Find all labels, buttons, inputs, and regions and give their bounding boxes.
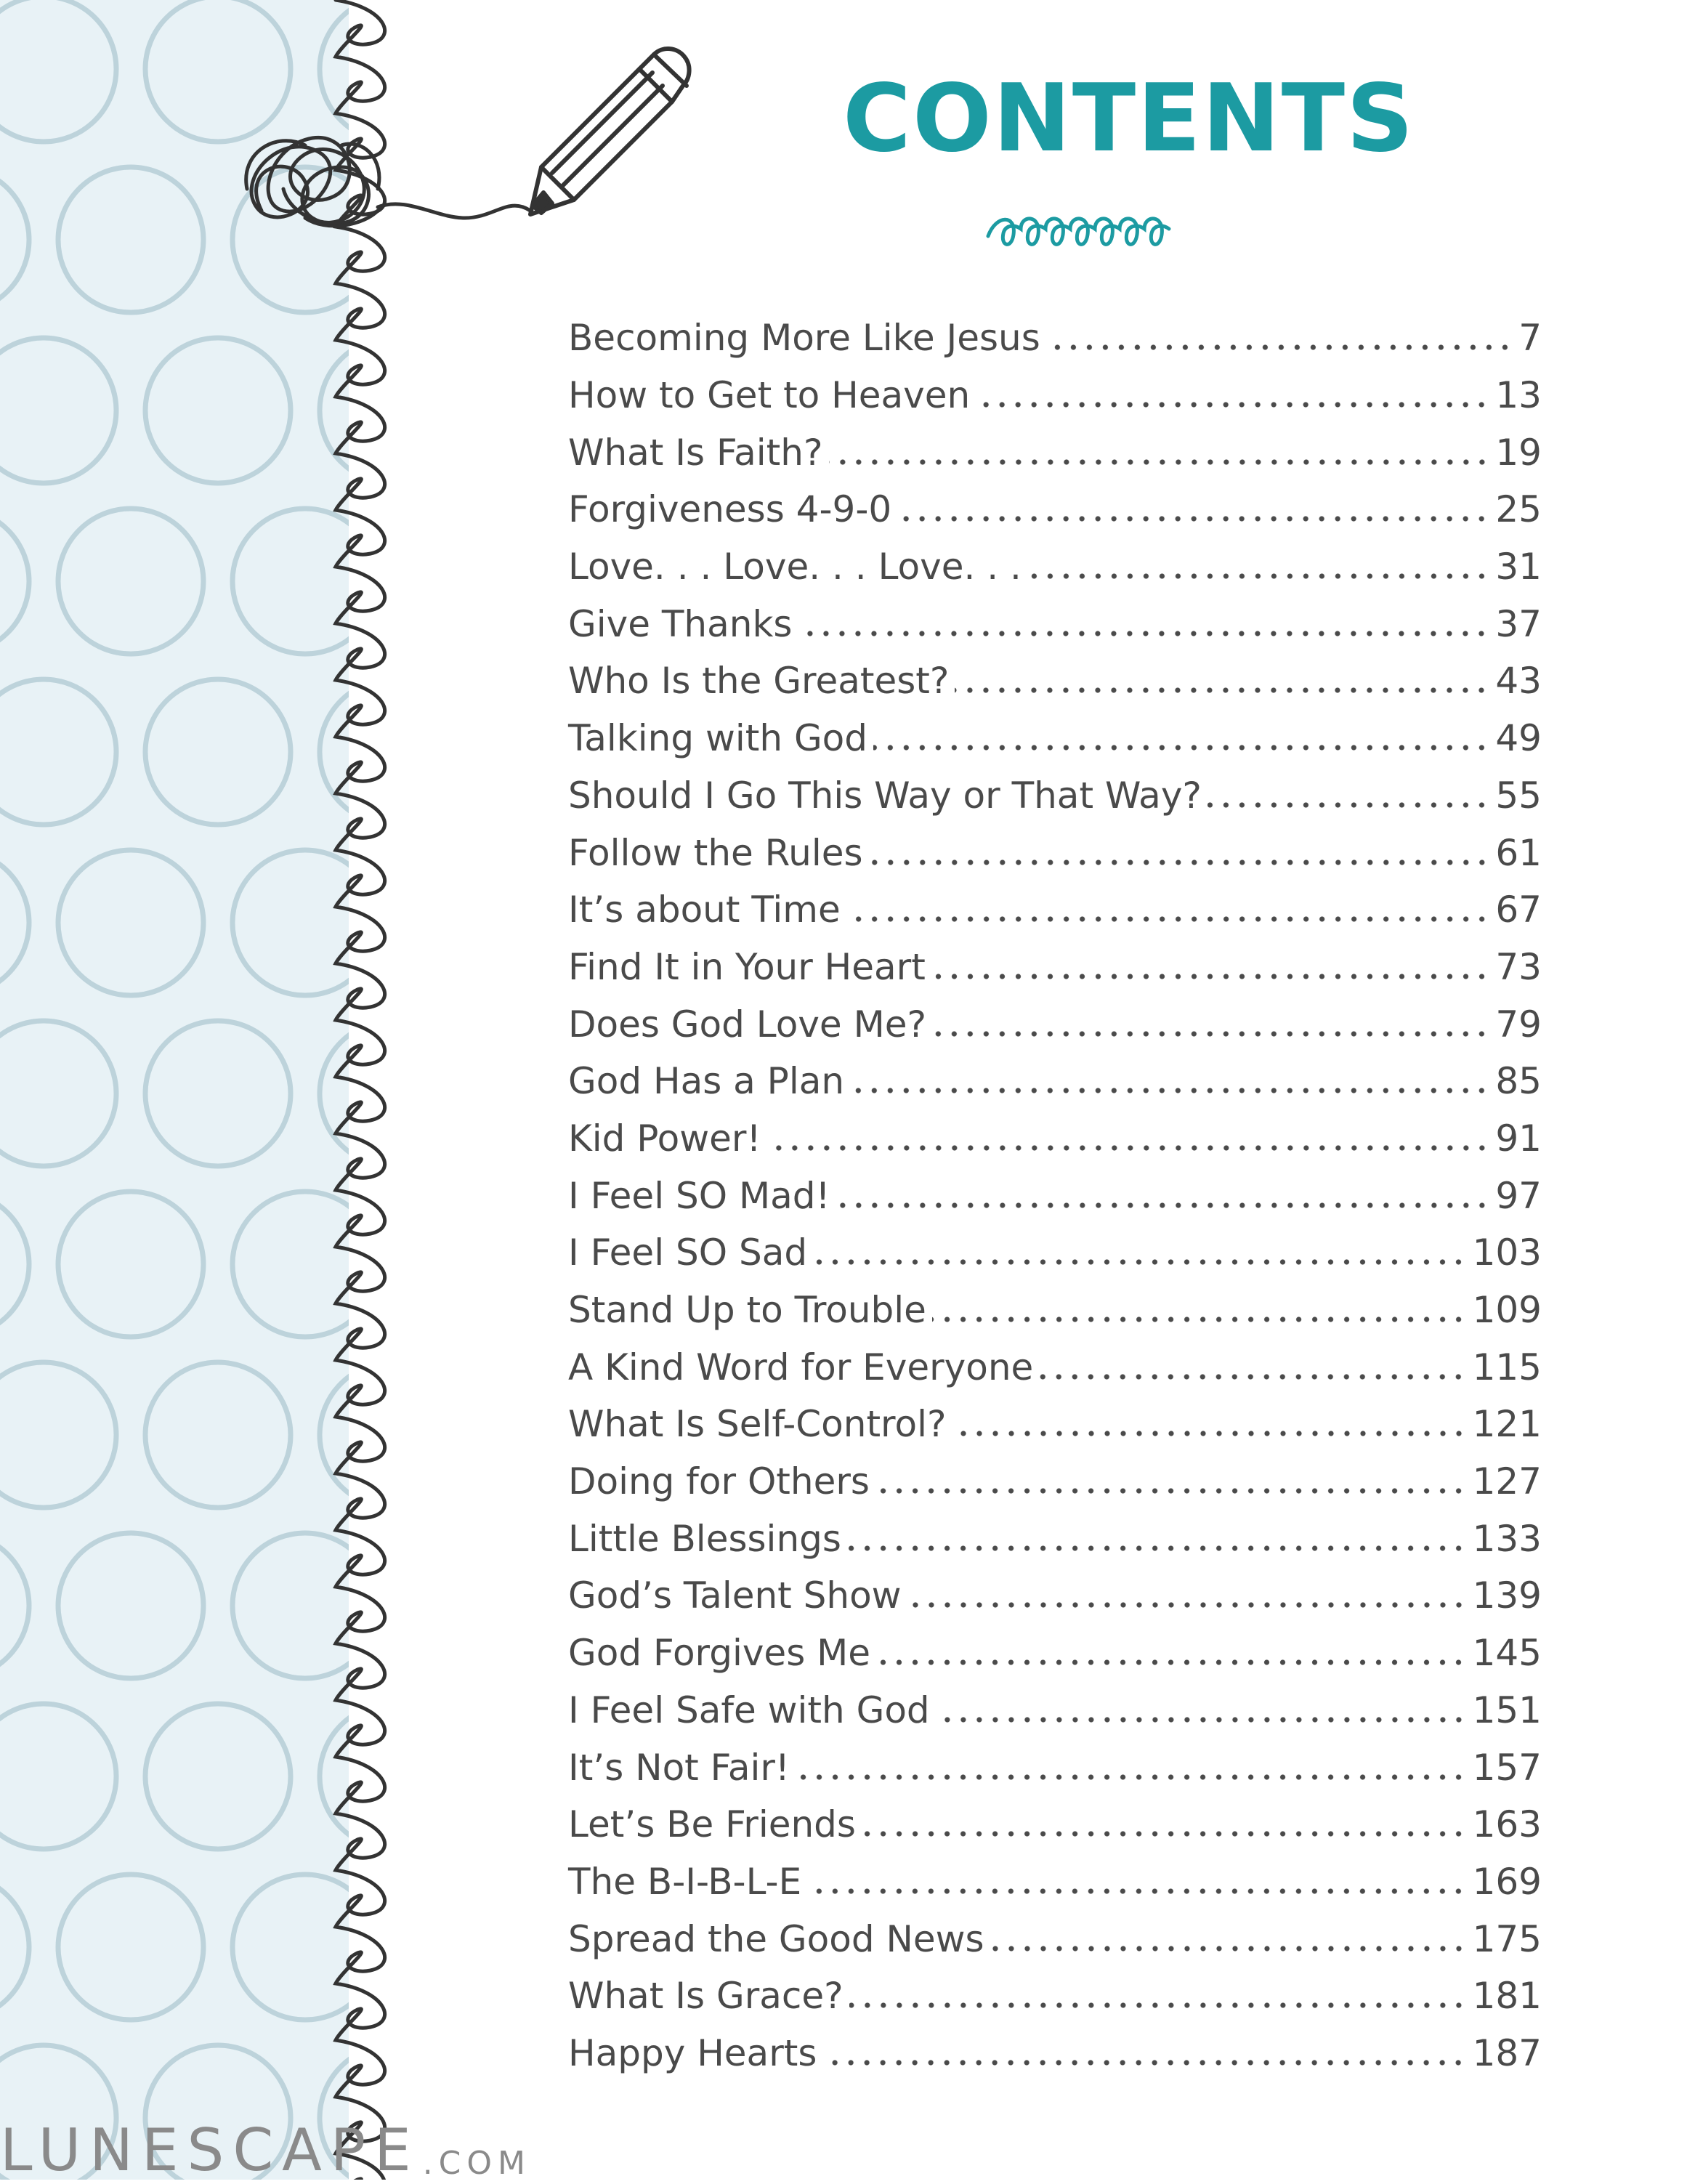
- dot-leader: [1027, 545, 1489, 589]
- toc-entry: [568, 995, 1542, 1053]
- toc-entry-page: 181: [1472, 1975, 1542, 2018]
- toc-entry-title: Follow the Rules: [568, 831, 863, 874]
- toc-entry-title: Happy Hearts: [568, 2031, 817, 2074]
- toc-entry-title: God Forgives Me: [568, 1632, 871, 1675]
- toc-entry-page: 175: [1472, 1917, 1542, 1960]
- toc-entry: [568, 939, 1542, 996]
- toc-entry-title: Talking with God: [568, 717, 868, 760]
- toc-entry: [568, 1396, 1542, 1453]
- toc-entry-title: I Feel SO Mad!: [568, 1174, 830, 1217]
- toc-entry-title: What Is Grace?: [568, 1975, 844, 2018]
- dot-leader: [952, 1402, 1467, 1446]
- toc-entry-page: 73: [1495, 945, 1542, 988]
- toc-entry-page: 187: [1472, 2031, 1542, 2074]
- toc-entry-page: 31: [1495, 546, 1542, 589]
- dot-leader: [931, 945, 1490, 989]
- toc-entry: [568, 710, 1542, 767]
- toc-entry-page: 7: [1518, 317, 1542, 360]
- scribble-knot: [246, 137, 379, 226]
- toc-entry-page: 79: [1495, 1003, 1542, 1046]
- toc-entry-title: Let’s Be Friends: [568, 1803, 856, 1846]
- toc-entry-title: How to Get to Heaven: [568, 374, 971, 417]
- toc-entry-page: 109: [1472, 1289, 1542, 1332]
- toc-entry-title: What Is Self-Control?: [568, 1403, 947, 1446]
- toc-entry: [568, 1910, 1542, 1967]
- dot-leader: [849, 1974, 1467, 2018]
- toc-entry: [568, 881, 1542, 939]
- toc-entry: [568, 1053, 1542, 1110]
- toc-entry-page: 103: [1472, 1231, 1542, 1274]
- toc-entry: [568, 2025, 1542, 2082]
- toc-entry-title: The B-I-B-L-E: [568, 1860, 802, 1903]
- toc-entry-title: What Is Faith?: [568, 431, 823, 474]
- toc-entry: [568, 1338, 1542, 1396]
- toc-entry: [568, 1510, 1542, 1567]
- dot-leader: [767, 1117, 1490, 1160]
- toc-entry: [568, 1967, 1542, 2025]
- toc-entry-title: Who Is the Greatest?: [568, 660, 950, 703]
- toc-entry-title: Does God Love Me?: [568, 1003, 927, 1046]
- toc-entry: [568, 310, 1542, 367]
- dot-leader: [875, 1460, 1467, 1503]
- watermark-domain: .COM: [422, 2145, 531, 2182]
- dot-leader: [847, 1517, 1467, 1561]
- toc-entry-title: A Kind Word for Everyone: [568, 1346, 1034, 1388]
- toc-entry-title: It’s about Time: [568, 889, 841, 931]
- toc-entry-title: I Feel Safe with God: [568, 1688, 930, 1731]
- toc-entry: [568, 1739, 1542, 1796]
- toc-entry-page: 67: [1495, 889, 1542, 931]
- dot-leader: [932, 1003, 1489, 1046]
- dot-leader: [897, 488, 1489, 531]
- toc-entry: [568, 1853, 1542, 1911]
- toc-entry-title: Stand Up to Trouble: [568, 1289, 926, 1332]
- toc-entry: [568, 652, 1542, 710]
- dot-leader: [932, 1288, 1467, 1332]
- toc-entry-page: 133: [1472, 1517, 1542, 1560]
- spiral-binding: [0, 0, 450, 2184]
- toc-entry-title: Should I Go This Way or That Way?: [568, 774, 1202, 817]
- dot-leader: [869, 831, 1490, 875]
- dot-leader: [1207, 774, 1489, 817]
- toc-entry: [568, 1453, 1542, 1510]
- toc-entry-page: 13: [1495, 374, 1542, 417]
- toc-entry-title: Doing for Others: [568, 1460, 870, 1503]
- toc-entry-title: Becoming More Like Jesus: [568, 317, 1040, 360]
- toc-entry-title: Give Thanks: [568, 602, 793, 645]
- toc-entry: [568, 767, 1542, 825]
- pencil-trail: [378, 204, 530, 218]
- toc-entry-title: Forgiveness 4-9-0: [568, 488, 892, 531]
- toc-entry: [568, 367, 1542, 424]
- toc-entry: [568, 595, 1542, 652]
- spiral-coil: [336, 0, 385, 2180]
- toc-entry-title: Little Blessings: [568, 1517, 841, 1560]
- toc-entry-title: I Feel SO Sad: [568, 1231, 808, 1274]
- dot-leader: [1046, 316, 1513, 360]
- dot-leader: [876, 1631, 1467, 1675]
- toc-entry-page: 97: [1495, 1174, 1542, 1217]
- toc-entry-page: 145: [1472, 1632, 1542, 1675]
- toc-entry-page: 163: [1472, 1803, 1542, 1846]
- watermark-brand: LUNESCAPE: [0, 2116, 420, 2184]
- toc-entry-page: 25: [1495, 488, 1542, 531]
- dot-leader: [873, 716, 1489, 760]
- toc-entry-page: 157: [1472, 1746, 1542, 1789]
- dot-leader: [1039, 1346, 1466, 1389]
- toc-entry-title: Love. . . Love. . . Love. . .: [568, 546, 1022, 589]
- toc-entry-title: It’s Not Fair!: [568, 1746, 790, 1789]
- dot-leader: [813, 1231, 1466, 1274]
- dot-leader: [990, 1917, 1467, 1961]
- toc-entry-page: 139: [1472, 1574, 1542, 1617]
- swirl-ornament-icon: [984, 207, 1181, 258]
- dot-leader: [846, 888, 1490, 931]
- toc-entry-page: 91: [1495, 1117, 1542, 1160]
- toc-entry-page: 151: [1472, 1688, 1542, 1731]
- toc-entry-page: 19: [1495, 431, 1542, 474]
- toc-entry-page: 115: [1472, 1346, 1542, 1388]
- dot-leader: [796, 1746, 1467, 1789]
- dot-leader: [822, 2031, 1466, 2075]
- dot-leader: [850, 1059, 1489, 1103]
- toc-entry: [568, 1567, 1542, 1625]
- toc-entry-page: 127: [1472, 1460, 1542, 1503]
- toc-entry: [568, 1282, 1542, 1339]
- toc-entry: [568, 1625, 1542, 1682]
- toc-entry-page: 43: [1495, 660, 1542, 703]
- toc-entry-page: 61: [1495, 831, 1542, 874]
- toc-entry: [568, 1167, 1542, 1224]
- toc-entry-title: Spread the Good News: [568, 1917, 984, 1960]
- dot-leader: [907, 1574, 1467, 1617]
- pencil-body: [530, 49, 689, 214]
- toc-entry: [568, 1110, 1542, 1168]
- toc-entry-title: Find It in Your Heart: [568, 945, 926, 988]
- toc-entry-page: 37: [1495, 602, 1542, 645]
- page-title: CONTENTS: [843, 65, 1415, 173]
- dot-leader: [798, 602, 1489, 646]
- toc-entry: [568, 481, 1542, 538]
- dot-leader: [976, 373, 1489, 417]
- dot-leader: [829, 431, 1490, 474]
- toc-entry: [568, 538, 1542, 596]
- dot-leader: [936, 1688, 1467, 1732]
- dot-leader: [807, 1860, 1466, 1904]
- toc-entry-page: 85: [1495, 1060, 1542, 1103]
- toc-entry-page: 55: [1495, 774, 1542, 817]
- table-of-contents: [568, 310, 1542, 2082]
- watermark: [0, 2116, 531, 2184]
- toc-entry-page: 49: [1495, 717, 1542, 760]
- toc-entry: [568, 1224, 1542, 1282]
- pencil-icon: [232, 44, 697, 262]
- toc-entry: [568, 1682, 1542, 1739]
- toc-entry: [568, 824, 1542, 881]
- toc-entry: [568, 1796, 1542, 1853]
- toc-entry-title: God’s Talent Show: [568, 1574, 902, 1617]
- toc-entry: [568, 424, 1542, 481]
- dot-leader: [955, 659, 1489, 703]
- dot-leader: [862, 1803, 1467, 1846]
- toc-entry-title: God Has a Plan: [568, 1060, 845, 1103]
- toc-entry-page: 169: [1472, 1860, 1542, 1903]
- toc-entry-title: Kid Power!: [568, 1117, 761, 1160]
- dot-leader: [836, 1174, 1490, 1218]
- toc-entry-page: 121: [1472, 1403, 1542, 1446]
